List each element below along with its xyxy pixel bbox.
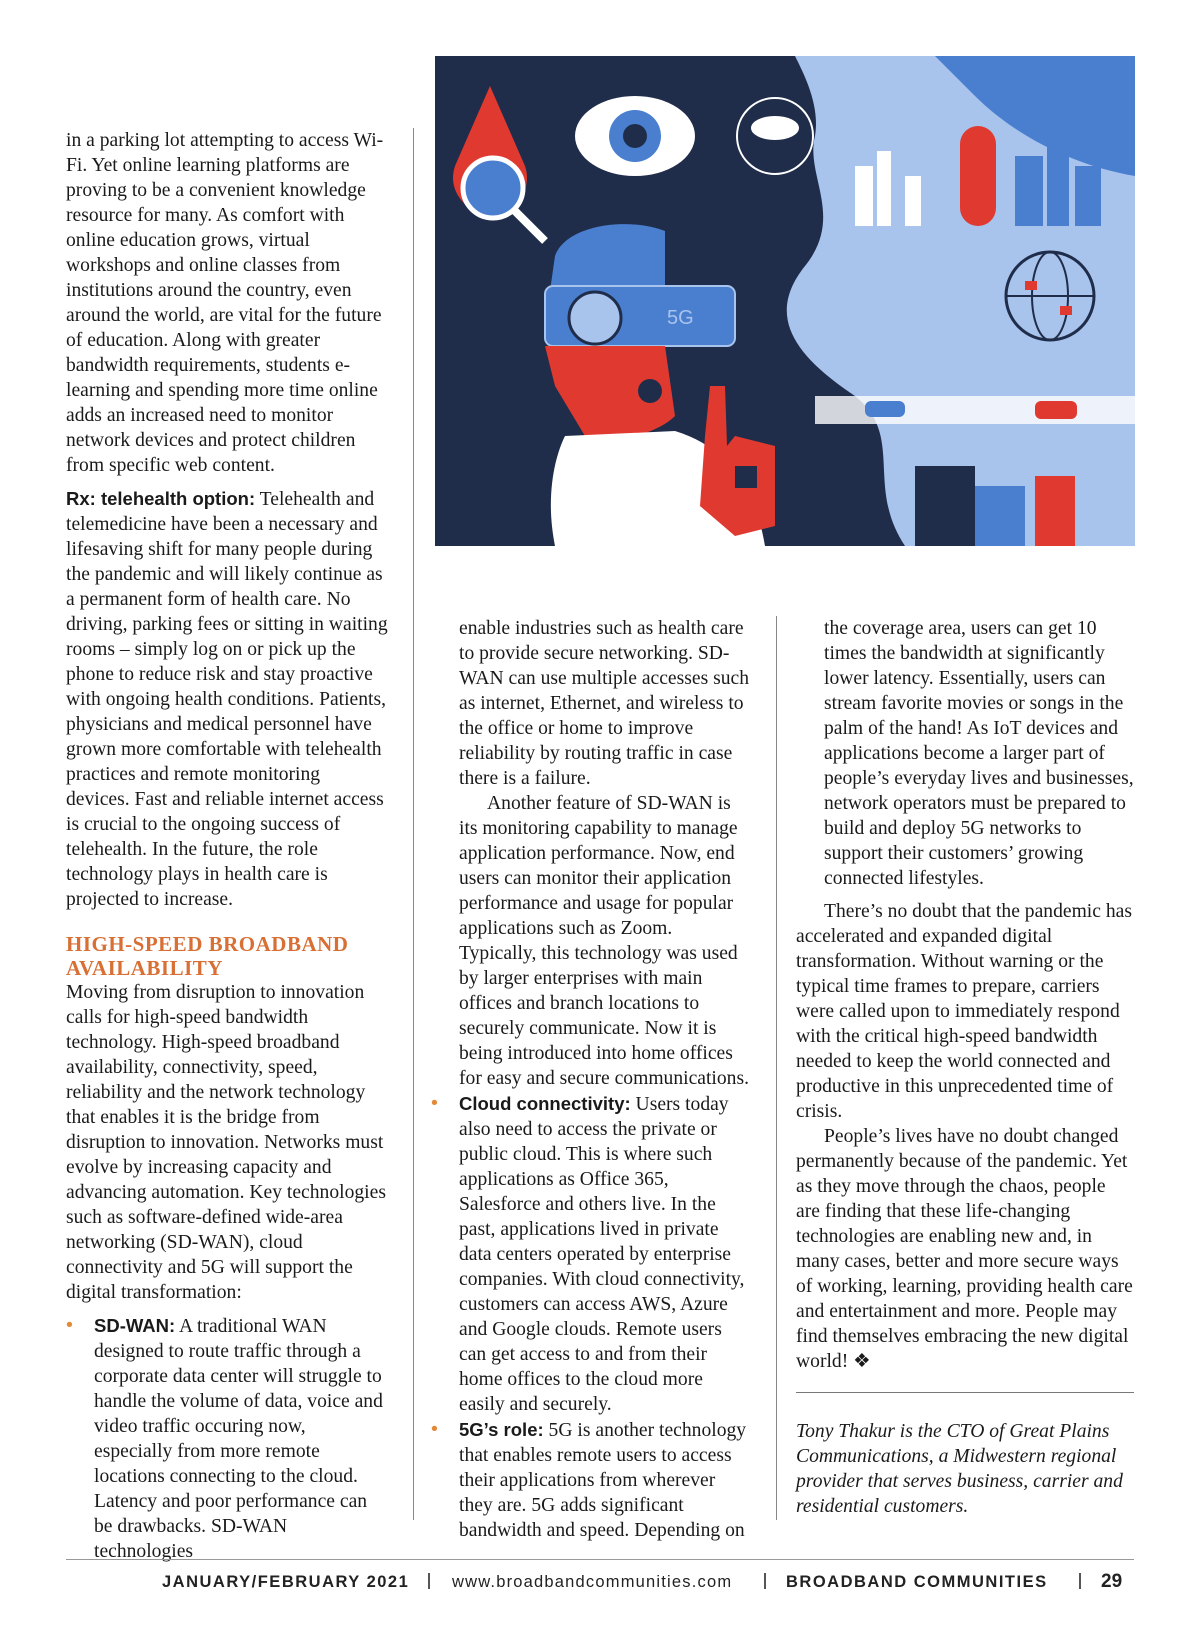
bio-divider [796, 1392, 1134, 1393]
column-rule [413, 128, 414, 1520]
paragraph-text: A traditional WAN designed to route traffic through a corporate data center will struggle to handle the volume of data, voice and video traffic occuring now, especially from more remote locations connecting to the cloud. Latency and poor performance can be drawbacks. SD-WAN technologies [94, 1316, 383, 1562]
bullet-dot-icon: • [66, 1314, 73, 1336]
magazine-name: BROADBAND COMMUNITIES [786, 1573, 1048, 1591]
footer-divider [1079, 1573, 1081, 1589]
author-bio: Tony Thakur is the CTO of Great Plains Communications, a Midwestern regional provider that serves business, carrier and residential customers. [796, 1421, 1123, 1517]
page-number: 29 [1101, 1571, 1123, 1592]
paragraph: People’s lives have no doubt changed permanently because of the pandemic. Yet as they move through the chaos, people are finding that these life-changing technologies are enabling new and, in many cases, better and more secure ways of working, learning, providing health care and entertainment and more. People may find themselves embracing the new digital world! ❖ [796, 1126, 1133, 1372]
section-heading: HIGH-SPEED BROADBAND AVAILABILITY [66, 932, 349, 980]
column-3 [796, 616, 1134, 1519]
paragraph-text: Users today also need to access the private or public cloud. This is where such applications as Office 365, Salesforce and others live. In the past, applications lived in private data centers operated by enterprise companies. With cloud connectivity, customers can access AWS, Azure and Google clouds. Remote users can get access to and from their home offices to the cloud more easily and securely. [459, 1094, 745, 1415]
paragraph: There’s no doubt that the pandemic has accelerated and expanded digital transformation. Without warning or the typical time frames to prepare, carriers were called upon to immediately respond with the critical high-speed bandwidth needed to keep the world connected and productive in this unprecedented time of crisis. [796, 901, 1132, 1122]
lead-in-5g: 5G’s role: [459, 1419, 544, 1440]
paragraph-telehealth [66, 486, 388, 912]
paragraph: Another feature of SD-WAN is its monitoring capability to manage application performance. Now, end users can monitor their application performance and usage for popular applications such as Zoom. Typically, this technology was used by larger enterprises with main offices and branch locations to securely communicate. Now it is being introduced into home offices for easy and secure communications. [459, 793, 749, 1089]
lead-in-cloud: Cloud connectivity: [459, 1093, 631, 1114]
issue-date: JANUARY/FEBRUARY 2021 [162, 1573, 410, 1591]
5g-label: 5G [667, 307, 694, 329]
paragraph: the coverage area, users can get 10 times the bandwidth at significantly lower latency. Essentially, users can stream favorite movies or songs in the palm of the hand! As IoT devices and applications become a larger part of people’s everyday lives and businesses, network operators must be prepared to build and deploy 5G networks to support their customers’ growing connected lifestyles. [824, 618, 1134, 889]
paragraph: enable industries such as health care to provide secure networking. SD-WAN can use multiple accesses such as internet, Ethernet, and wireless to the office or home to improve reliability by routing traffic in case there is a failure. [459, 618, 750, 789]
website-url: www.broadbandcommunities.com [452, 1573, 733, 1591]
column-2 [431, 616, 753, 1543]
column-1 [66, 128, 388, 1564]
column-rule [776, 616, 777, 1520]
lead-in-sdwan: SD-WAN: [94, 1315, 176, 1336]
paragraph: Moving from disruption to innovation calls for high-speed bandwidth technology. High-speed broadband availability, connectivity, speed, reliability and the network technology that enables it is the bridge from disruption to innovation. Networks must evolve by increasing capacity and advancing automation. Key technologies such as software-defined wide-area networking (SD-WAN), cloud connectivity and 5G will support the digital transformation: [66, 982, 386, 1303]
digital-transformation-illustration [435, 56, 1135, 546]
paragraph-text: Telehealth and telemedicine have been a necessary and lifesaving shift for many people during the pandemic and will likely continue as a permanent form of health care. No driving, parking fees or sitting in waiting rooms – simply log on or pick up the phone to reduce risk and stay proactive with ongoing health conditions. Patients, physicians and medical personnel have grown more comfortable with telehealth practices and remote monitoring devices. Fast and reliable internet access is crucial to the ongoing success of telehealth. In the future, the role technology plays in health care is projected to increase. [66, 489, 388, 910]
paragraph: in a parking lot attempting to access Wi-Fi. Yet online learning platforms are proving to be a convenient knowledge resource for many. As comfort with online education grows, virtual workshops and online classes from institutions around the country, even around the world, are vital for the future of education. Along with greater bandwidth requirements, students e-learning and spending more time online adds an increased need to monitor network devices and protect children from specific web content. [66, 130, 384, 476]
bullet-5g [431, 1417, 753, 1543]
footer-divider [428, 1573, 430, 1589]
bullet-cloud [431, 1091, 753, 1417]
paragraph-text: 5G is another technology that enables remote users to access their applications from wherever they are. 5G adds significant bandwidth and speed. Depending on [459, 1420, 747, 1541]
bullet-sdwan [66, 1313, 388, 1564]
lead-in-telehealth: Rx: telehealth option: [66, 488, 256, 509]
bullet-dot-icon: • [431, 1092, 438, 1114]
footer-divider [764, 1573, 766, 1589]
bullet-dot-icon: • [431, 1418, 438, 1440]
